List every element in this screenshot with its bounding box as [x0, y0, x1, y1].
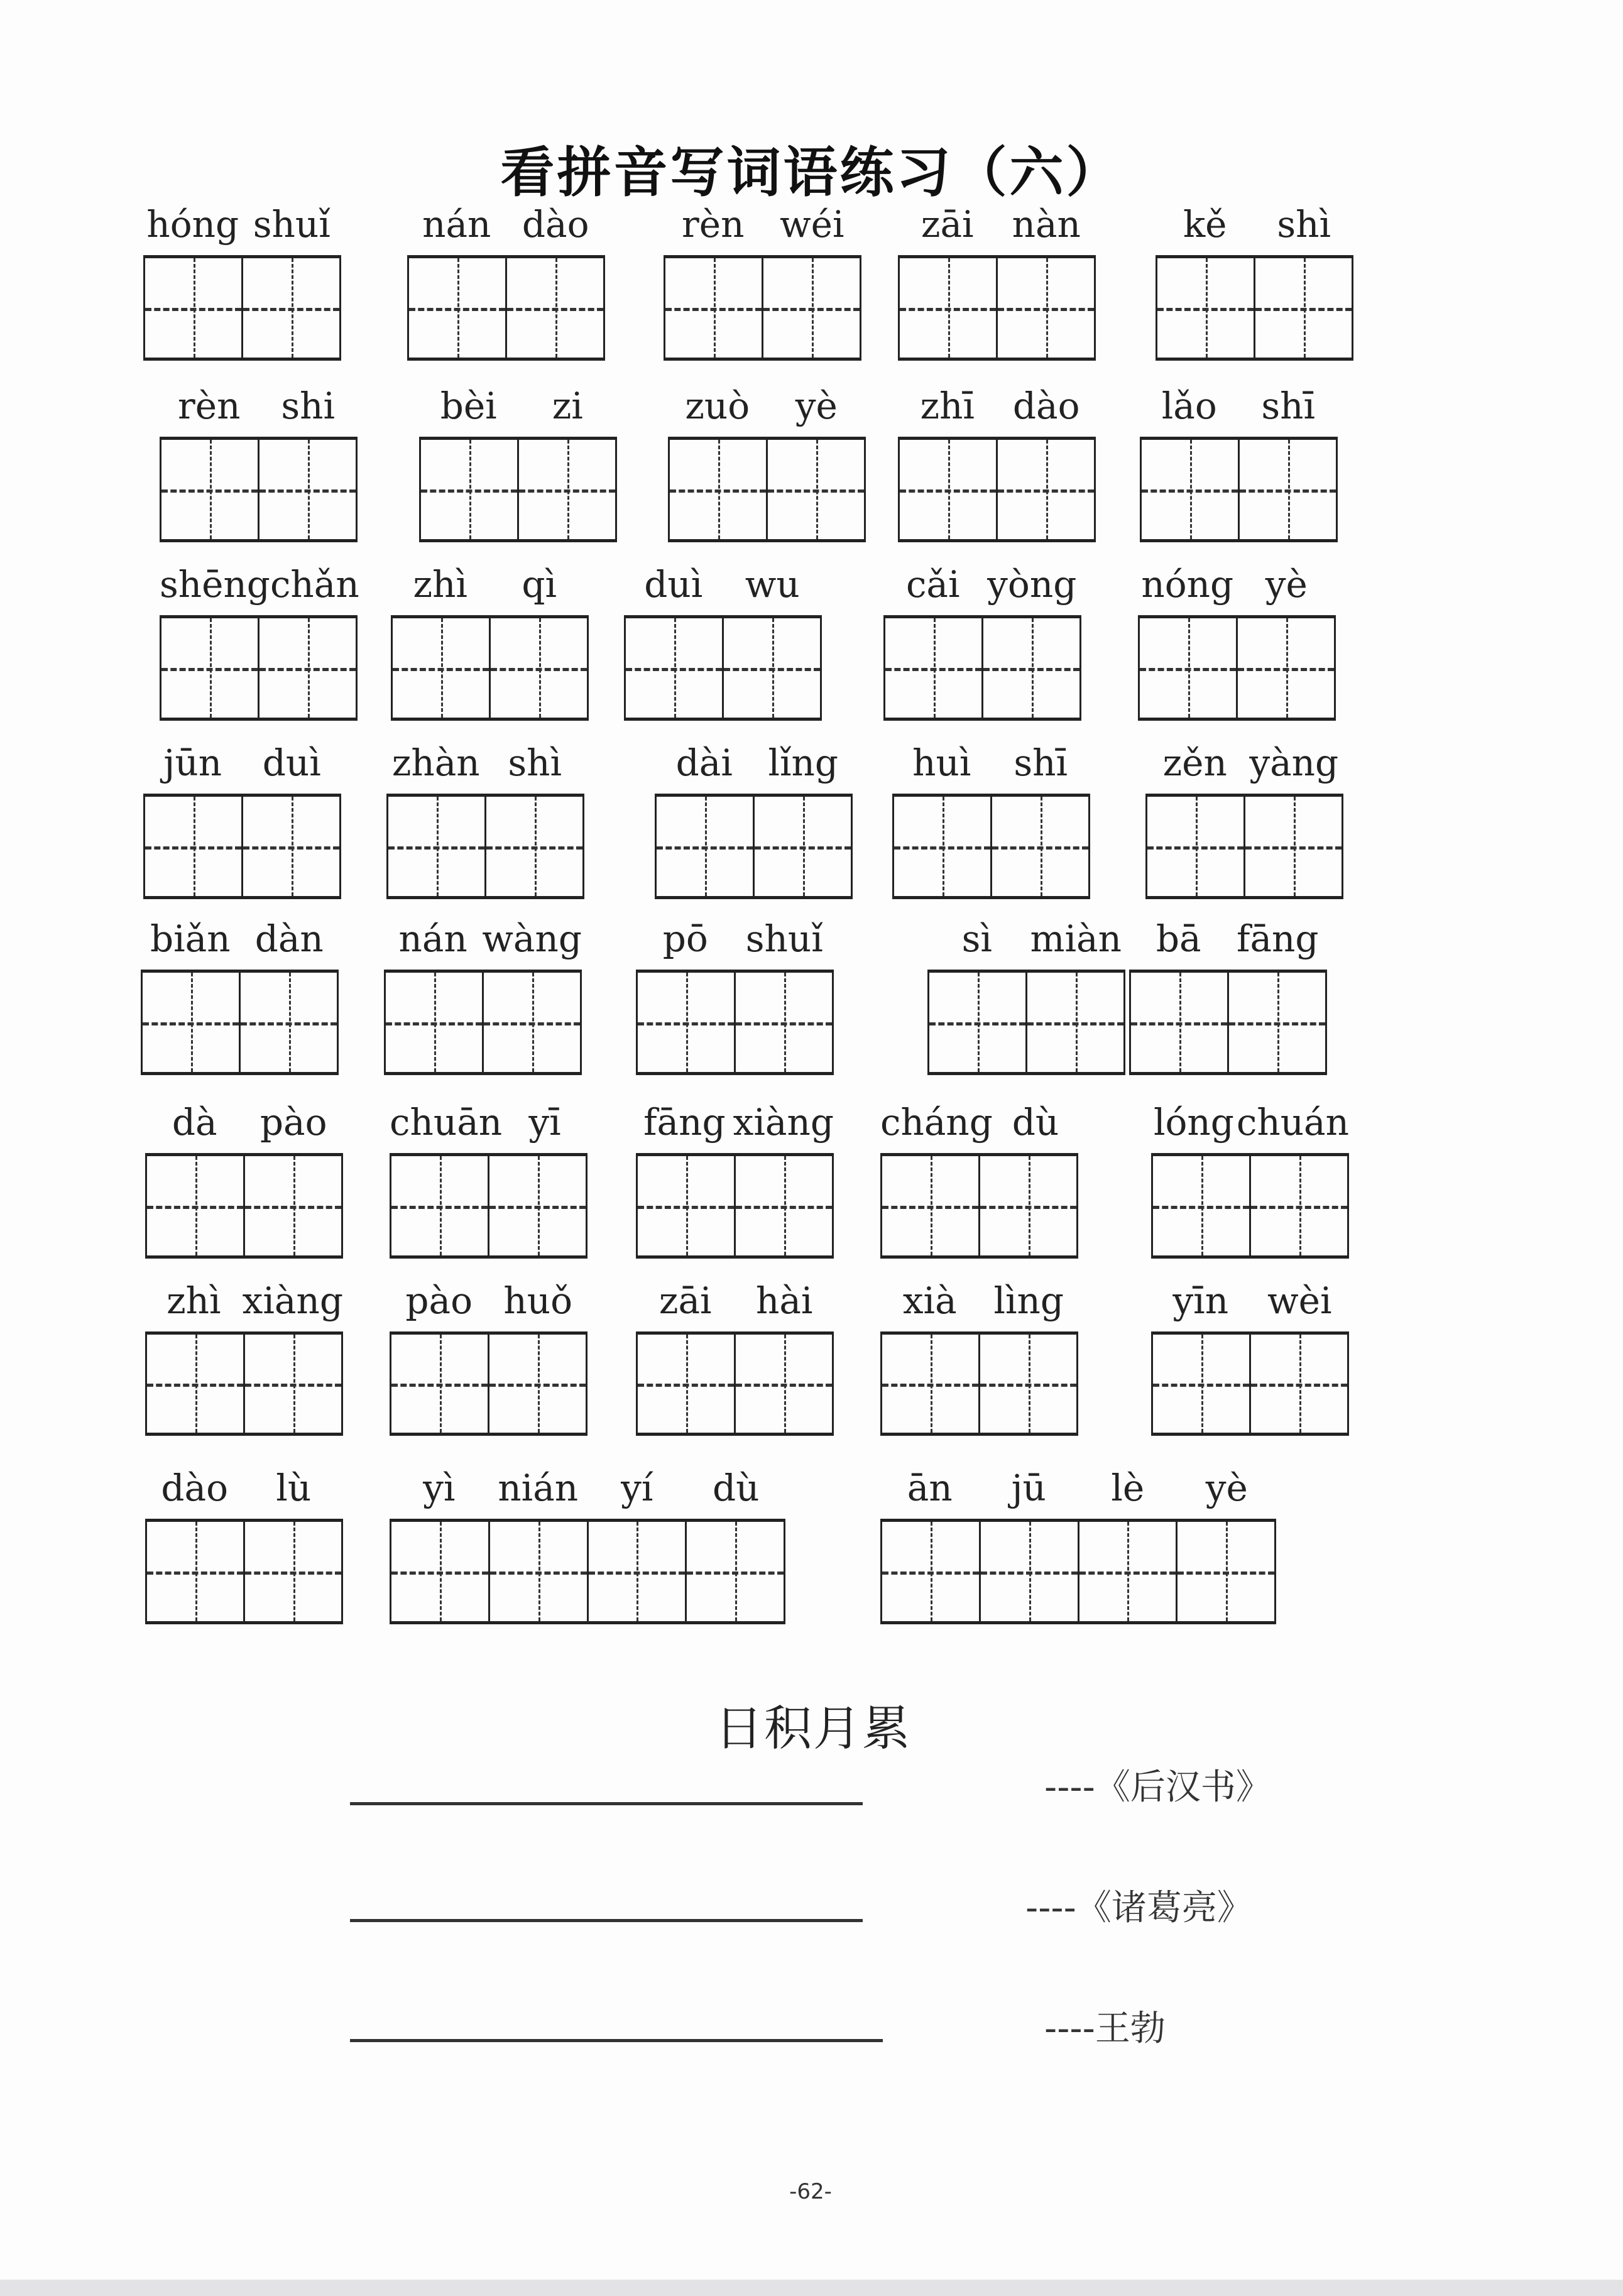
page-title: 看拼音写词语练习（六） — [500, 141, 1123, 204]
pinyin-syllable: lǎo — [1161, 385, 1217, 427]
pinyin-syllable: chuān — [390, 1101, 503, 1144]
word-group — [143, 741, 341, 899]
pinyin-syllable: yí — [621, 1467, 653, 1509]
writing-grid — [143, 255, 341, 361]
writing-grid — [160, 615, 358, 721]
word-group — [892, 741, 1090, 899]
character-cell[interactable] — [992, 797, 1088, 896]
writing-grid — [636, 970, 834, 1075]
pinyin-syllable: zhì — [167, 1279, 221, 1322]
word-group — [1140, 385, 1338, 542]
writing-grid — [407, 255, 605, 361]
writing-grid — [145, 1331, 343, 1436]
quote-source: ----王勃 — [1044, 2008, 1166, 2049]
pinyin-syllable: jū — [1011, 1467, 1046, 1509]
answer-line[interactable] — [350, 1919, 863, 1922]
pinyin-syllable: biǎn — [150, 917, 231, 960]
writing-grid — [1156, 255, 1353, 361]
pinyin-label — [655, 741, 853, 785]
pinyin-syllable: zāi — [921, 203, 974, 246]
character-cell[interactable] — [145, 797, 243, 896]
word-group — [419, 385, 617, 542]
pinyin-label — [1129, 917, 1327, 961]
pinyin-syllable: xiàng — [733, 1101, 834, 1144]
pinyin-syllable: wu — [745, 563, 800, 606]
pinyin-syllable: shī — [1261, 385, 1316, 427]
pinyin-syllable: pō — [662, 917, 708, 960]
writing-grid — [145, 1519, 343, 1624]
pinyin-syllable: nóng — [1141, 563, 1234, 606]
writing-grid — [1129, 970, 1327, 1075]
pinyin-syllable: wèi — [1267, 1279, 1332, 1322]
character-cell[interactable] — [724, 618, 820, 718]
character-cell[interactable] — [161, 618, 260, 718]
pinyin-syllable: nàn — [1012, 203, 1081, 246]
pinyin-label — [419, 384, 617, 428]
character-cell[interactable] — [665, 258, 763, 358]
writing-grid — [624, 615, 822, 721]
pinyin-syllable: chuán — [1236, 1101, 1349, 1144]
character-cell[interactable] — [147, 1522, 245, 1621]
pinyin-syllable: chǎn — [270, 563, 359, 606]
pinyin-syllable: dù — [713, 1467, 760, 1509]
pinyin-syllable: shuǐ — [745, 917, 823, 960]
writing-grid — [880, 1519, 1276, 1624]
pinyin-label — [898, 202, 1096, 246]
character-cell[interactable] — [998, 440, 1094, 539]
character-cell[interactable] — [626, 618, 724, 718]
word-group — [880, 1467, 1276, 1624]
word-group — [390, 1101, 587, 1259]
pinyin-label — [145, 1466, 343, 1510]
word-group — [636, 917, 834, 1075]
pinyin-syllable: zi — [552, 385, 583, 427]
pinyin-label — [1140, 384, 1338, 428]
character-cell[interactable] — [145, 258, 243, 358]
word-group — [141, 917, 339, 1075]
pinyin-label — [386, 741, 584, 785]
pinyin-syllable: sì — [961, 917, 992, 960]
writing-grid — [883, 615, 1081, 721]
word-group — [883, 563, 1081, 721]
pinyin-label — [160, 562, 358, 606]
pinyin-syllable: lǐng — [768, 741, 839, 784]
pinyin-syllable: dào — [1012, 385, 1080, 427]
word-group — [391, 563, 589, 721]
pinyin-syllable: yòng — [987, 563, 1077, 606]
word-group — [880, 1101, 1078, 1259]
pinyin-syllable: yè — [1205, 1467, 1248, 1509]
character-cell[interactable] — [768, 440, 864, 539]
pinyin-label — [927, 917, 1125, 961]
writing-grid — [419, 437, 617, 542]
pinyin-syllable: dào — [161, 1467, 229, 1509]
writing-grid — [668, 437, 866, 542]
pinyin-syllable: dài — [675, 741, 733, 784]
character-cell[interactable] — [491, 618, 587, 718]
pinyin-label — [141, 917, 339, 961]
pinyin-syllable: shī — [1014, 741, 1068, 784]
character-cell[interactable] — [885, 618, 983, 718]
pinyin-syllable: yè — [1265, 563, 1308, 606]
pinyin-label — [390, 1279, 587, 1323]
character-cell[interactable] — [1140, 618, 1238, 718]
answer-line[interactable] — [350, 1802, 863, 1805]
character-cell[interactable] — [393, 618, 491, 718]
writing-grid — [1151, 1153, 1349, 1259]
word-group — [145, 1279, 343, 1436]
pinyin-syllable: yì — [423, 1467, 456, 1509]
character-cell[interactable] — [391, 1335, 489, 1433]
character-cell[interactable] — [638, 1156, 736, 1255]
pinyin-syllable: miàn — [1030, 917, 1122, 960]
character-cell[interactable] — [519, 440, 615, 539]
pinyin-syllable: cháng — [880, 1101, 993, 1144]
character-cell[interactable] — [882, 1156, 980, 1255]
word-group — [160, 385, 358, 542]
character-cell[interactable] — [421, 440, 519, 539]
pinyin-syllable: pào — [405, 1279, 473, 1322]
character-cell[interactable] — [1251, 1156, 1347, 1255]
character-cell[interactable] — [1131, 973, 1229, 1072]
character-cell[interactable] — [1147, 797, 1245, 896]
pinyin-syllable: bā — [1156, 917, 1201, 960]
character-cell[interactable] — [245, 1522, 341, 1621]
pinyin-label — [636, 1100, 834, 1144]
character-cell[interactable] — [882, 1335, 980, 1433]
answer-line[interactable] — [350, 2039, 883, 2042]
pinyin-label — [624, 562, 822, 606]
writing-grid — [880, 1153, 1078, 1259]
pinyin-syllable: jūn — [163, 741, 222, 784]
pinyin-syllable: dù — [1012, 1101, 1059, 1144]
character-cell[interactable] — [1178, 1522, 1274, 1621]
pinyin-syllable: yī — [528, 1101, 561, 1144]
pinyin-label — [390, 1466, 785, 1510]
pinyin-syllable: qì — [522, 563, 557, 606]
pinyin-syllable: yàng — [1249, 741, 1339, 784]
word-group — [927, 917, 1125, 1075]
pinyin-syllable: fāng — [643, 1101, 726, 1144]
pinyin-syllable: nán — [398, 917, 467, 960]
character-cell[interactable] — [143, 973, 241, 1072]
pinyin-label — [384, 917, 582, 961]
pinyin-syllable: shì — [508, 741, 562, 784]
word-group — [407, 203, 605, 361]
character-cell[interactable] — [386, 973, 484, 1072]
pinyin-label — [145, 1279, 343, 1323]
character-cell[interactable] — [755, 797, 851, 896]
pinyin-syllable: xiàng — [242, 1279, 343, 1322]
character-cell[interactable] — [260, 440, 356, 539]
character-cell[interactable] — [736, 1156, 832, 1255]
pinyin-label — [1156, 202, 1353, 246]
word-group — [1138, 563, 1336, 721]
word-group — [386, 741, 584, 899]
pinyin-syllable: hóng — [146, 203, 239, 246]
writing-grid — [1138, 615, 1336, 721]
pinyin-label — [883, 562, 1081, 606]
pinyin-syllable: ān — [907, 1467, 953, 1509]
character-cell[interactable] — [409, 258, 507, 358]
pinyin-label — [390, 1100, 587, 1144]
writing-grid — [384, 970, 582, 1075]
pinyin-syllable: rèn — [178, 385, 241, 427]
character-cell[interactable] — [245, 1335, 341, 1433]
pinyin-syllable: kě — [1183, 203, 1227, 246]
writing-grid — [1140, 437, 1338, 542]
character-cell[interactable] — [981, 1522, 1079, 1621]
pinyin-label — [892, 741, 1090, 785]
pinyin-syllable: nán — [422, 203, 491, 246]
pinyin-syllable: wéi — [779, 203, 844, 246]
writing-grid — [143, 794, 341, 899]
pinyin-label — [880, 1466, 1276, 1510]
character-cell[interactable] — [245, 1156, 341, 1255]
pinyin-syllable: duì — [262, 741, 321, 784]
word-group — [668, 385, 866, 542]
section-title: 日积月累 — [715, 1700, 911, 1756]
writing-grid — [927, 970, 1125, 1075]
character-cell[interactable] — [1142, 440, 1240, 539]
character-cell[interactable] — [1157, 258, 1255, 358]
pinyin-label — [1145, 741, 1343, 785]
pinyin-label — [664, 202, 861, 246]
pinyin-syllable: yè — [795, 385, 838, 427]
word-group — [143, 203, 341, 361]
character-cell[interactable] — [243, 258, 339, 358]
character-cell[interactable] — [736, 973, 832, 1072]
pinyin-label — [898, 384, 1096, 428]
character-cell[interactable] — [489, 1156, 586, 1255]
word-group — [160, 563, 359, 721]
character-cell[interactable] — [1240, 440, 1336, 539]
pinyin-syllable: zāi — [658, 1279, 712, 1322]
character-cell[interactable] — [638, 973, 736, 1072]
word-group — [1145, 741, 1343, 899]
pinyin-syllable: cǎi — [905, 563, 960, 606]
character-cell[interactable] — [1153, 1156, 1251, 1255]
word-group — [1129, 917, 1327, 1075]
quote-source: ----《后汉书》 — [1044, 1767, 1271, 1808]
character-cell[interactable] — [929, 973, 1027, 1072]
character-cell[interactable] — [736, 1335, 832, 1433]
word-group — [636, 1279, 834, 1436]
character-cell[interactable] — [490, 1522, 589, 1621]
character-cell[interactable] — [900, 440, 998, 539]
character-cell[interactable] — [161, 440, 260, 539]
writing-grid — [636, 1331, 834, 1436]
pinyin-syllable: lóng — [1153, 1101, 1234, 1144]
pinyin-syllable: zuò — [685, 385, 750, 427]
writing-grid — [390, 1153, 587, 1259]
character-cell[interactable] — [980, 1335, 1076, 1433]
pinyin-syllable: pào — [260, 1101, 327, 1144]
pinyin-syllable: shi — [281, 385, 336, 427]
writing-grid — [145, 1153, 343, 1259]
writing-grid — [390, 1519, 785, 1624]
character-cell[interactable] — [998, 258, 1094, 358]
word-group — [898, 385, 1096, 542]
pinyin-syllable: yīn — [1172, 1279, 1229, 1322]
writing-grid — [636, 1153, 834, 1259]
character-cell[interactable] — [1079, 1522, 1178, 1621]
writing-grid — [898, 255, 1096, 361]
pinyin-syllable: shì — [1277, 203, 1331, 246]
word-group — [145, 1101, 343, 1259]
pinyin-syllable: fāng — [1236, 917, 1319, 960]
word-group — [664, 203, 861, 361]
page-number: -62- — [789, 2179, 832, 2204]
writing-grid — [880, 1331, 1078, 1436]
character-cell[interactable] — [657, 797, 755, 896]
character-cell[interactable] — [980, 1156, 1076, 1255]
character-cell[interactable] — [1229, 973, 1325, 1072]
pinyin-syllable: shuǐ — [253, 203, 331, 246]
pinyin-syllable: lè — [1111, 1467, 1145, 1509]
word-group — [145, 1467, 343, 1624]
character-cell[interactable] — [983, 618, 1079, 718]
character-cell[interactable] — [260, 618, 356, 718]
pinyin-syllable: zěn — [1162, 741, 1227, 784]
word-group — [390, 1279, 587, 1436]
character-cell[interactable] — [1238, 618, 1334, 718]
pinyin-label — [636, 917, 834, 961]
pinyin-syllable: xià — [902, 1279, 957, 1322]
writing-grid — [655, 794, 853, 899]
character-cell[interactable] — [489, 1335, 586, 1433]
character-cell[interactable] — [687, 1522, 784, 1621]
writing-grid — [390, 1331, 587, 1436]
word-group — [1156, 203, 1353, 361]
word-group — [636, 1101, 834, 1259]
character-cell[interactable] — [894, 797, 992, 896]
writing-grid — [664, 255, 861, 361]
pinyin-syllable: huì — [912, 741, 971, 784]
character-cell[interactable] — [486, 797, 582, 896]
character-cell[interactable] — [1251, 1335, 1347, 1433]
writing-grid — [391, 615, 589, 721]
character-cell[interactable] — [147, 1335, 245, 1433]
pinyin-label — [880, 1279, 1078, 1323]
writing-grid — [386, 794, 584, 899]
writing-grid — [898, 437, 1096, 542]
pinyin-label — [391, 562, 589, 606]
pinyin-syllable: duì — [644, 563, 703, 606]
pinyin-syllable: wàng — [482, 917, 582, 960]
pinyin-label — [407, 202, 605, 246]
pinyin-label — [636, 1279, 834, 1323]
word-group — [624, 563, 822, 721]
writing-grid — [160, 437, 358, 542]
character-cell[interactable] — [1027, 973, 1123, 1072]
pinyin-label — [143, 741, 341, 785]
pinyin-syllable: dào — [522, 203, 589, 246]
word-group — [880, 1279, 1078, 1436]
bottom-band — [0, 2280, 1623, 2296]
pinyin-syllable: lù — [276, 1467, 312, 1509]
character-cell[interactable] — [388, 797, 486, 896]
pinyin-syllable: zhàn — [391, 741, 480, 784]
character-cell[interactable] — [589, 1522, 687, 1621]
pinyin-label — [143, 202, 341, 246]
pinyin-syllable: dà — [172, 1101, 217, 1144]
word-group — [1151, 1101, 1349, 1259]
character-cell[interactable] — [670, 440, 768, 539]
character-cell[interactable] — [507, 258, 603, 358]
word-group — [898, 203, 1096, 361]
pinyin-label — [145, 1100, 343, 1144]
character-cell[interactable] — [882, 1522, 981, 1621]
character-cell[interactable] — [638, 1335, 736, 1433]
pinyin-syllable: lìng — [993, 1279, 1064, 1322]
writing-grid — [1151, 1331, 1349, 1436]
writing-grid — [892, 794, 1090, 899]
quote-source: ----《诸葛亮》 — [1025, 1888, 1252, 1928]
word-group — [1151, 1279, 1349, 1436]
pinyin-syllable: huǒ — [503, 1279, 573, 1322]
character-cell[interactable] — [900, 258, 998, 358]
character-cell[interactable] — [147, 1156, 245, 1255]
pinyin-label — [1151, 1279, 1349, 1323]
pinyin-syllable: rèn — [682, 203, 745, 246]
pinyin-syllable: bèi — [440, 385, 497, 427]
character-cell[interactable] — [391, 1522, 490, 1621]
pinyin-syllable: nián — [498, 1467, 579, 1509]
pinyin-label — [1138, 562, 1336, 606]
pinyin-label — [160, 384, 358, 428]
character-cell[interactable] — [243, 797, 339, 896]
word-group — [655, 741, 853, 899]
character-cell[interactable] — [391, 1156, 489, 1255]
character-cell[interactable] — [763, 258, 860, 358]
pinyin-label — [668, 384, 866, 428]
pinyin-syllable: hài — [756, 1279, 813, 1322]
character-cell[interactable] — [1153, 1335, 1251, 1433]
writing-grid — [141, 970, 339, 1075]
word-group — [384, 917, 582, 1075]
pinyin-label — [880, 1100, 1078, 1144]
word-group — [390, 1467, 785, 1624]
pinyin-syllable: zhī — [920, 385, 975, 427]
pinyin-syllable: zhì — [413, 563, 467, 606]
character-cell[interactable] — [484, 973, 580, 1072]
pinyin-syllable: dàn — [254, 917, 324, 960]
character-cell[interactable] — [1255, 258, 1352, 358]
character-cell[interactable] — [1245, 797, 1342, 896]
character-cell[interactable] — [241, 973, 337, 1072]
pinyin-label — [1151, 1100, 1349, 1144]
writing-grid — [1145, 794, 1343, 899]
pinyin-syllable: shēng — [160, 563, 270, 606]
